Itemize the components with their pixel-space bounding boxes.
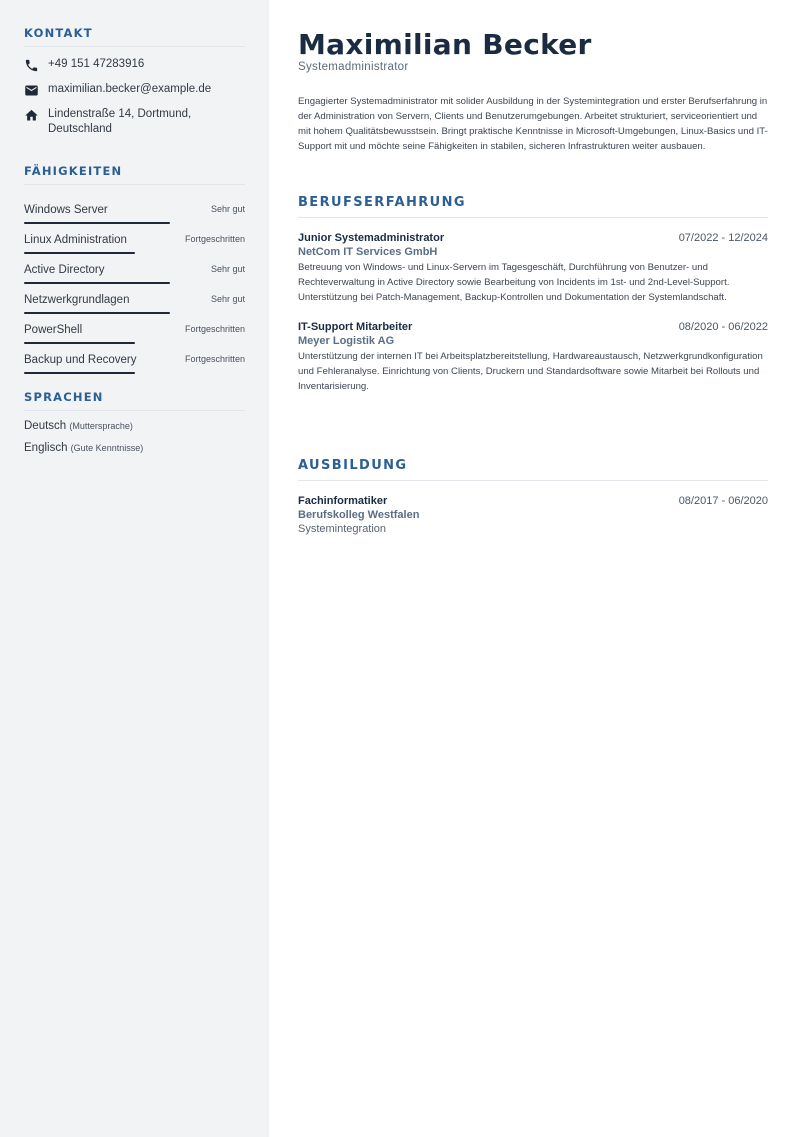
skill-item [24, 255, 245, 285]
education-heading: AUSBILDUNG [298, 458, 768, 481]
phone-icon [24, 57, 48, 73]
person-name: Maximilian Becker [298, 28, 592, 61]
entry-organization: Meyer Logistik AG [298, 335, 395, 347]
language-level: (Gute Kenntnisse) [70, 443, 144, 453]
education-entry [298, 495, 768, 535]
contact-email [24, 82, 245, 98]
entry-degree: Fachinformatiker [298, 495, 388, 507]
skill-name: Linux Administration [24, 234, 127, 246]
skill-item [24, 285, 245, 315]
experience-section [298, 195, 768, 394]
entry-date: 08/2017 - 06/2020 [678, 495, 768, 507]
contact-section [24, 26, 245, 146]
contact-list [24, 57, 245, 137]
skills-list [24, 195, 245, 375]
contact-heading: KONTAKT [24, 26, 245, 47]
entry-description: Unterstützung der internen IT bei Arbeitsplatzbereitstellung, Hardwareaustausch, Netzwerkgrundkonfiguration und Fehleranalyse. Einrichtung von Clients, Druckern und Standardsoftware sowie Mitarbeit bei Rollouts und Inventarisierung. [298, 351, 763, 392]
skill-item [24, 315, 245, 345]
profile-summary: Engagierter Systemadministrator mit solider Ausbildung in der Systemintegration und erster Berufserfahrung in der Administration von Servern, Clients und Benutzerumgebungen. Arbeitet strukturiert, serviceorientiert und mit hohem Qualitätsbewusstsein. Bringt praktische Kenntnisse in Microsoft-Umgebungen, Linux-Basics und IT-Support mit und möchte seine Fähigkeiten in stabilen, sicheren Infrastrukturen weiter ausbauen. [298, 96, 768, 152]
skill-name: Netzwerkgrundlagen [24, 294, 130, 306]
skill-bar [24, 372, 135, 374]
skill-name: Backup und Recovery [24, 354, 137, 366]
entry-description: Betreuung von Windows- und Linux-Servern im Tagesgeschäft, Durchführung von Benutzer- und Rechteverwaltung in Active Directory sowie Bearbeitung von Incidents im 1st- und 2nd-Level-Support. Unterstützung bei Patch-Management, Backup-Kontrollen und Dokumentation der Systemlandschaft. [298, 262, 730, 303]
experience-heading: BERUFSERFAHRUNG [298, 195, 768, 218]
contact-email-text[interactable]: maximilian.becker@example.de [48, 83, 212, 95]
entry-field: Systemintegration [298, 523, 387, 535]
skill-level: Fortgeschritten [184, 324, 245, 334]
language-item [24, 420, 245, 433]
language-name: Englisch [24, 442, 68, 454]
skill-item [24, 345, 245, 375]
entry-date: 08/2020 - 06/2022 [678, 321, 768, 333]
skill-bar [24, 312, 170, 314]
language-level: (Muttersprache) [69, 421, 133, 431]
skill-name: PowerShell [24, 324, 83, 336]
language-item [24, 442, 245, 455]
skill-level: Sehr gut [210, 204, 245, 214]
language-name: Deutsch [24, 420, 67, 432]
skill-name: Active Directory [24, 264, 105, 276]
skills-heading: FÄHIGKEITEN [24, 164, 245, 185]
contact-phone-text[interactable]: +49 151 47283916 [48, 58, 145, 70]
contact-phone [24, 57, 245, 73]
sidebar [0, 0, 269, 1137]
home-icon [24, 107, 48, 123]
entry-organization: NetCom IT Services GmbH [298, 246, 438, 258]
entry-school: Berufskolleg Westfalen [298, 509, 420, 521]
skill-level: Fortgeschritten [184, 234, 245, 244]
skill-bar [24, 342, 135, 344]
skill-item [24, 225, 245, 255]
mail-icon [24, 82, 48, 98]
languages-list [24, 420, 245, 455]
education-section [298, 458, 768, 535]
skill-name: Windows Server [24, 204, 108, 216]
skill-level: Sehr gut [210, 294, 245, 304]
skill-bar [24, 252, 135, 254]
job-title: Systemadministrator [298, 61, 409, 73]
entry-date: 07/2022 - 12/2024 [678, 232, 768, 244]
skill-bar [24, 222, 170, 224]
skill-level: Sehr gut [210, 264, 245, 274]
skills-section [24, 164, 245, 375]
languages-section [24, 390, 245, 455]
contact-address [24, 107, 245, 137]
entry-role: IT-Support Mitarbeiter [298, 321, 413, 333]
entry-role: Junior Systemadministrator [298, 232, 445, 244]
skill-level: Fortgeschritten [184, 354, 245, 364]
experience-entry [298, 232, 768, 305]
skill-bar [24, 282, 170, 284]
languages-heading: SPRACHEN [24, 390, 245, 411]
experience-entry [298, 321, 768, 394]
contact-address-text: Lindenstraße 14, Dortmund, Deutschland [48, 108, 192, 135]
skill-item [24, 195, 245, 225]
